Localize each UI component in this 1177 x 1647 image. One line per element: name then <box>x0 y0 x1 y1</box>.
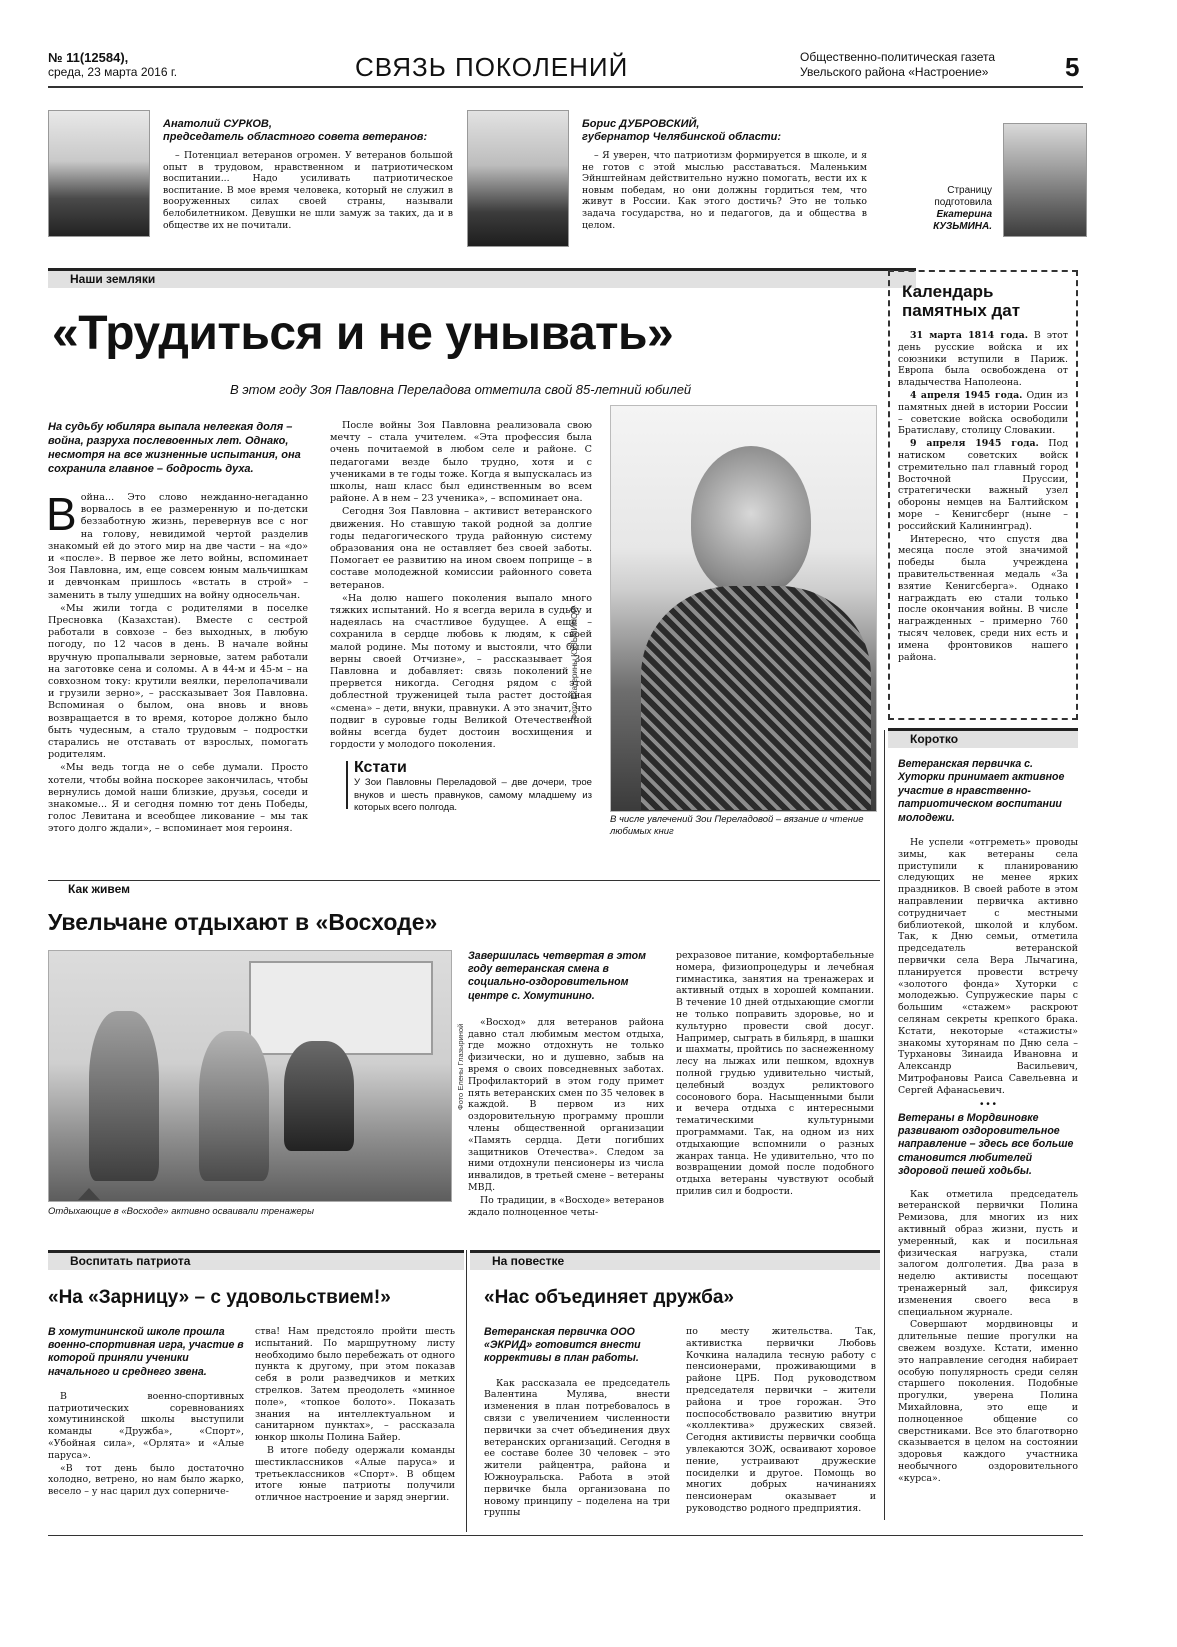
footer-rule <box>48 1535 1083 1536</box>
quote-author: Борис ДУБРОВСКИЙ, <box>582 118 700 130</box>
main-para: После войны Зоя Павловна реализовала свою мечту – стала учителем. «Эта профессия была очень почитаемой в любом селе и районе. С педагогами везде было трудно, хотя и с учениками в те годы тоже. Когда я выпускалась из школы, наш класс был единственным во всем районе. А в нем – 23 ученика», – вспоминает она. <box>330 420 592 505</box>
korotko-dots: • • • <box>979 1098 997 1110</box>
voskhod-lead: Завершилась четвертая в этом году ветеранская смена в социально-оздоровительном центре с. Хомутинино. <box>468 950 646 1002</box>
druzhba-para: Как рассказала ее председатель Валентина Мулява, внести изменения в план потребовалось в связи с увеличением численности первички за счет объединения двух ветеранских организаций. Сегодня в ее составе более 30 человек – это жители райцентра, района и Южноуральска. Работа в этой первичке была организована по новому принципу – поделена на три группы <box>484 1377 670 1519</box>
page-author-credit <box>880 185 992 233</box>
main-lead: На судьбу юбиляра выпала нелегкая доля – война, разруха послевоенных лет. Однако, несмотря на все жизненные испытания, она сохранила главное – бодрость духа. <box>48 421 301 475</box>
voskhod-para: рехразовое питание, комфортабельные номера, физиопроцедуры и лечебная гимнастика, занятия на тренажерах и активный отдых в хорошей компании. В течение 10 дней отдыхающие смогли не только поправить здоровье, но и культурно провести свой досуг. Например, сыграть в бильярд, в шашки и шахматы, пройтись по заснеженному лесу на лыжах или пешком, вдохнув полной грудью удивительно чистый, целебный воздух реликтового сосонового бора. Насыщенными были и вечера отдыха с интересными тематическими культурными программами. Так, на одном из них отдыхающие вспомнили о разных жанрах танца. Не удивительно, что по возвращении домой после подобного отдыха ветераны чувствуют особый прилив сил и бодрости. <box>676 950 874 1197</box>
calendar-entry <box>898 390 1068 437</box>
quote-text: – Потенциал ветеранов огромен. У ветеранов большой опыт в трудовом, нравственном и патриотическом воспитании... Надо усиливать патриотическое воспитание. В мое время человека, который не служил в вооруженных силах своей страны, называли белобилетником. Девушки не шли замуж за таких, да и в обществе их не почитали. <box>163 150 453 231</box>
paper-name-line2: Увельского района «Настроение» <box>800 65 989 79</box>
calendar-text: Под натиском советских войск стремительно пал главный город Восточной Пруссии, стратегически важный узел обороны немцев на Балтийском море – Кенигсберг (ныне – российский Калининград). <box>898 438 1068 532</box>
quote-role: председатель областного совета ветеранов: <box>163 131 428 143</box>
kstati-box <box>330 759 592 814</box>
korotko-column <box>898 758 1078 1486</box>
main-para: «На долю нашего поколения выпало много тяжких испытаний. Но я всегда верила в судьбу и надеялась на счастливое будущее. А еще – сохранила в сердце любовь к людям, к своей малой родине. Мы потому и выстояли, что были верны своей Отчизне», – рассказывает Зоя Павловна и добавляет: связь поколений не прервется никогда. Сегодня рядом с этой доблестной труженицей тыла растет достойная «смена» – дети, внуки, правнуки. А это значит, что подвиг в суровые годы Великой Отечественной войны всегда будет достоин восхищения и гордости у молодого поколения. <box>330 592 592 751</box>
main-para: ойна... Это слово нежданно-негаданно ворвалось в ее размеренную и по-детски беззаботную жизнь, перевернув все с ног на голову, невидимой чертой разделив знакомый ей до этого мир на две части – на «до» и «после». В первое же лето войны, вспоминает Зоя Павловна, им, еще совсем юным мальчишкам и девчонкам пришлось «встать в строй» – заменить в тылу ушедших на войну односельчан. <box>48 492 308 601</box>
quote-text: – Я уверен, что патриотизм формируется в школе, и я не готов с этой мыслью расставаться. Маленьким Эйнштейнам действительно нужно помогать, вести их к новым победам, но они должны гордиться тем, что живут в России. Как этого достичь? Это не только задача государства, но и педагогов, да и общества в целом. <box>582 150 867 231</box>
main-col2 <box>330 420 592 815</box>
page-number: 5 <box>1065 52 1080 82</box>
calendar-box <box>888 270 1078 720</box>
calendar-title: Календарь памятных дат <box>902 282 1021 320</box>
voskhod-photo <box>48 950 452 1202</box>
voskhod-para: По традиции, в «Восходе» ветеранов ждало полноценное четы- <box>468 1194 664 1218</box>
calendar-text: В этот день русские войска и их союзники вступили в Париж. Европа была освобождена от владычества Наполеона. <box>898 330 1068 389</box>
main-para: «Мы жили тогда с родителями в поселке Пресновка (Казахстан). Вместе с сестрой работали в совхозе – без выходных, в любую погоду, по 12 часов в день. В начале войны вручную пропалывали зерновые, затем работали на заготовке сена и соломы. А в 44-м и 45-м – на совхозном току: крутили веялки, перелопачивали и грузили зерно», – рассказывает Зоя Павловна. Вспоминая о былом, она вновь и вновь возвращается в то время, которое должно было быть чудесным, а стало трудовым – подростки старались не отставать от взрослых, помогать родителям. <box>48 602 308 761</box>
calendar-text: Один из памятных дней в истории России – советские войска освободили Братиславу, столицу Словакии. <box>898 389 1068 437</box>
portrait-body <box>641 586 871 810</box>
triangle-marker-icon <box>78 1188 100 1200</box>
main-title: «Трудиться и не унывать» <box>52 307 674 360</box>
kstati-text: У Зои Павловны Переладовой – две дочери, трое внуков и шесть правнуков, самому младшему из которых всего полгода. <box>354 777 592 813</box>
voskhod-caption: Отдыхающие в «Восходе» активно осваивали тренажеры <box>48 1206 314 1217</box>
main-para: Сегодня Зоя Павловна – активист ветеранского движения. Но ставшую такой родной за долгие годы педагогического труда районную систему образования она не оставляет без своей заботы. Помогает ее развитию на ином своем поприще – в составе молодежной комиссии районного совета ветеранов. <box>330 506 592 591</box>
header-left <box>48 50 208 80</box>
author-portrait <box>1003 123 1087 237</box>
druzhba-para: по месту жительства. Так, активистка первички Любовь Кочкина наладила тесную работу с пенсионерами, проживающими в районе ЦРБ. Под руководством председателя первички – жители района и трое горожан. Это поспособствовало развитию внутри «коллектива» дружеских связей. Сегодня активисты первички сообща увлекаются ЗОЖ, осваивают хоровое пение, устраивают дружеские посиделки и другое. Помощь во многих добрых начинаниях пенсионерам оказывает и руководство родного предприятия. <box>686 1326 876 1514</box>
issue-number: № 11(12584), <box>48 50 129 65</box>
bottom-divider <box>466 1250 467 1532</box>
portrait-face <box>691 446 811 596</box>
calendar-entry <box>898 330 1068 389</box>
rubric-vospitat: Воспитать патриота <box>48 1250 464 1270</box>
paper-name <box>800 50 1050 80</box>
rubric-nashi-zemlyaki: Наши земляки <box>48 268 916 288</box>
zarnitsa-col1 <box>48 1326 244 1499</box>
main-subtitle: В этом году Зоя Павловна Переладова отметила свой 85-летний юбилей <box>230 382 692 397</box>
photo-credit-voskhod: Фото Елены Глазыриной <box>456 1023 465 1110</box>
quote-author: Анатолий СУРКОВ, <box>163 118 272 130</box>
credit-line4: КУЗЬМИНА. <box>933 221 992 232</box>
window-shape <box>249 961 433 1055</box>
zarnitsa-col2 <box>255 1326 455 1505</box>
dubrovsky-portrait <box>467 110 569 247</box>
calendar-date: 4 апреля 1945 года. <box>910 389 1023 401</box>
zarnitsa-para: В итоге победу одержали команды шестиклассников «Алые паруса» и третьеклассников «Спорт». В общем итоге юные патриоты получили отличное настроение и заряд энергии. <box>255 1444 455 1504</box>
korotko-lead2: Ветераны в Мордвиновке развивают оздоровительное направление – здесь все больше становится любителей здоровой пешей ходьбы. <box>898 1111 1074 1178</box>
korotko-divider <box>884 730 885 1520</box>
quote-surkov <box>163 118 453 232</box>
voskhod-title: Увельчане отдыхают в «Восходе» <box>48 909 438 935</box>
quote-dubrovsky <box>582 118 867 232</box>
trainee-figure <box>199 1031 269 1181</box>
zarnitsa-title: «На «Зарницу» – с удовольствием!» <box>48 1287 391 1308</box>
header-rule <box>48 86 1083 88</box>
credit-line2: подготовила <box>934 197 992 208</box>
druzhba-col2 <box>686 1326 876 1516</box>
calendar-date: 9 апреля 1945 года. <box>910 438 1039 450</box>
perelad-caption: В числе увлечений Зои Переладовой – вязание и чтение любимых книг <box>610 814 864 837</box>
kstati-bar-icon <box>346 761 348 809</box>
korotko-text2: Совершают мордвиновцы и длительные пешие прогулки на свежем воздухе. Кстати, именно это направление сегодня набирает особую популярность среди селян старшего поколения. Подобные прогулки, уверена Полина Михайловна, это еще и полноценное общение со сверстниками. Все это благотворно сказывается в целом на состоянии здоровья каждого участника необычного оздоровительного «курса». <box>898 1319 1078 1484</box>
rubric-kak-zhivem: Как живем <box>68 882 130 896</box>
druzhba-title: «Нас объединяет дружба» <box>484 1287 734 1308</box>
korotko-text2: Как отметила председатель ветеранской первички Полина Ремизова, для многих из них активный образ жизни, пусть и умеренный, как и посильная физическая нагрузка, стали залогом долголетия. Два раза в неделю активисты посещают тренажерный зал, фиксируя изменения своего веса в специальном журнале. <box>898 1188 1078 1318</box>
druzhba-col1 <box>484 1326 670 1520</box>
kstati-title: Кстати <box>354 759 407 777</box>
paper-name-line1: Общественно-политическая газета <box>800 50 996 64</box>
korotko-lead1: Ветеранская первичка с. Хуторки принимает активное участие в нравственно-патриотическом воспитании молодежи. <box>898 758 1065 824</box>
calendar-date: 31 марта 1814 года. <box>910 330 1028 341</box>
voskhod-para: «Восход» для ветеранов района давно стал любимым местом отдыха, где можно отдохнуть не только физически, но и душевно, забыв на время о своих повседневных заботах. Профилакторий в этом году примет пять ветеранских смен по 35 человек в каждой. В первом из них оздоровительную программу прошли члены общественной организации «Память сердца. Дети погибших защитников Отечества». Следом за ними отдохнули пенсионеры из числа инвалидов, в третьей смене – ветераны МВД. <box>468 1016 664 1193</box>
druzhba-lead: Ветеранская первичка ООО «ЭКРИД» готовится внести коррективы в план работы. <box>484 1326 641 1365</box>
voskhod-rule <box>48 880 880 881</box>
section-title: СВЯЗЬ ПОКОЛЕНИЙ <box>355 52 629 82</box>
rubric-korotko: Коротко <box>888 728 1078 748</box>
calendar-extra: Интересно, что спустя два месяца после этой значимой победы была учреждена правительственная медаль «За взятие Кенигсберга». Однако награждать ею стали только после окончания войны. В числе награжденных – примерно 760 тысяч человек, среди них есть и имена фронтовиков нашего района. <box>898 533 1068 663</box>
korotko-text1: Не успели «отгреметь» проводы зимы, как ветераны села приступили к планированию следующих не менее ярких праздников. В своей работе в этом направлении первичка активно сотрудничает с местными библиотекой, школой и клубом. Так, к Дню семьи, отметила председатель ветеранской первички села Вера Лычагина, планируется провести встречу «золотого фонда» Хуторки с молодежью. Супружеские пары с большим «стажем» раскроют селянам секреты крепкого брака. Кстати, некоторые «стажисты» знакомы хуторянам по Дню села – Турхановы Зинаида Ивановна и Александр Васильевич, Митрофановы Раиса Савельевна и Сергей Афанасьевич. <box>898 837 1078 1096</box>
photo-credit-perelad: Фото Екатерины КУЗЬМИНОЙ <box>570 607 579 720</box>
main-col1 <box>48 420 308 837</box>
issue-date: среда, 23 марта 2016 г. <box>48 65 178 79</box>
zarnitsa-lead: В хомутининской школе прошла военно-спортивная игра, участие в которой приняли ученики начального и среднего звена. <box>48 1326 244 1378</box>
zarnitsa-para: ства! Нам предстояло пройти шесть испытаний. По маршрутному листу необходимо было перебежать от одного пункта к другому, при этом показав себя в роли разведчиков и метких стрелков. Затем преодолеть «минное поле», «топкое болото». Показать знания на интеллектуальном и санитарном пунктах», – рассказала юнкор школы Полина Байер. <box>255 1326 455 1444</box>
voskhod-col2 <box>676 950 874 1199</box>
calendar-entry <box>898 438 1068 532</box>
voskhod-col1 <box>468 950 664 1219</box>
quote-role: губернатор Челябинской области: <box>582 131 782 143</box>
trainee-figure <box>89 1011 159 1181</box>
zarnitsa-para: В военно-спортивных патриотических соревнованиях хомутининской школы выступили команды «Дружба», «Спорт», «Убойная сила», «Орлята» и «Алые паруса». <box>48 1390 244 1461</box>
perelad-photo <box>610 405 877 812</box>
credit-line3: Екатерина <box>936 209 992 220</box>
surkov-portrait <box>48 110 150 237</box>
credit-line1: Страницу <box>947 185 992 196</box>
rubric-na-povestke: На повестке <box>470 1250 880 1270</box>
main-para: «Мы ведь тогда не о себе думали. Просто хотели, чтобы война поскорее закончилась, чтобы вернулись домой наши близкие, друзья, соседи и знакомые... Я и сегодня помню тот день Победы, голос Левитана и всеобщее ликование – мы так этого долго ждали», – вспоминает моя героиня. <box>48 762 308 835</box>
zarnitsa-para: «В тот день было достаточно холодно, ветрено, но нам было жарко, весело – у нас царил дух соперниче- <box>48 1462 244 1498</box>
dropcap: В <box>46 488 77 540</box>
trainee-figure <box>284 1041 354 1151</box>
